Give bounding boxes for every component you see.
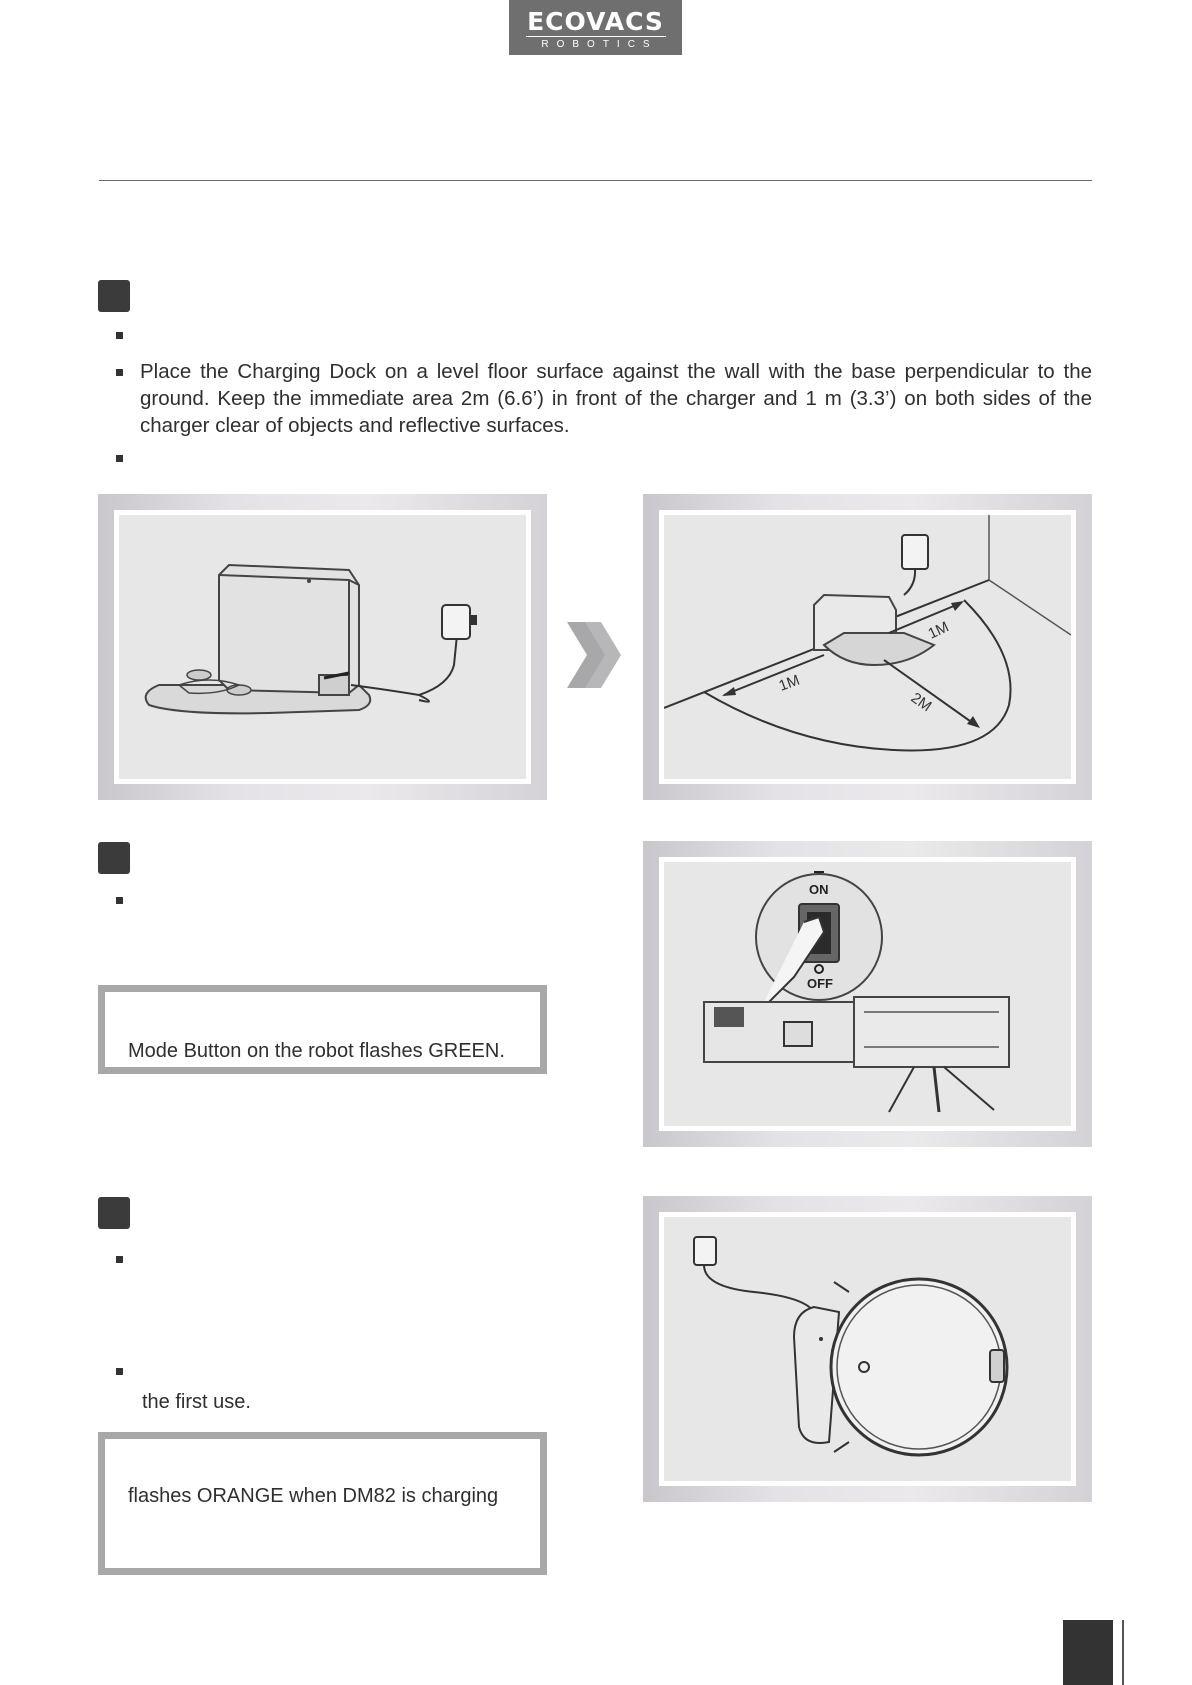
logo-brand: ECOVACS bbox=[527, 7, 664, 36]
ecovacs-logo bbox=[509, 0, 682, 55]
figure-power-switch-inner bbox=[659, 857, 1076, 1131]
figure-robot-docked bbox=[643, 1196, 1092, 1502]
bullet bbox=[116, 332, 123, 339]
charging-continuation: the first use. bbox=[142, 1391, 251, 1413]
switch-off-label: OFF bbox=[807, 976, 833, 991]
bullet bbox=[116, 897, 123, 904]
bullet bbox=[116, 455, 123, 462]
figure-dock-clearance bbox=[643, 494, 1092, 800]
figure-dock-clearance-inner bbox=[659, 510, 1076, 784]
page-number-block bbox=[1063, 1620, 1113, 1685]
bullet bbox=[116, 1368, 123, 1375]
note-power-text: Mode Button on the robot flashes GREEN. bbox=[128, 1040, 505, 1062]
figure-dock-assembly bbox=[98, 494, 547, 800]
switch-on-label: ON bbox=[809, 882, 829, 897]
note-box-charging bbox=[98, 1432, 547, 1575]
step-marker-3 bbox=[98, 1197, 130, 1229]
label-1m-left: 1M bbox=[776, 671, 802, 695]
bullet bbox=[116, 1256, 123, 1263]
logo-sub: ROBOTICS bbox=[541, 39, 658, 50]
logo-divider bbox=[526, 36, 666, 37]
figure-robot-docked-inner bbox=[659, 1212, 1076, 1486]
header-rule bbox=[99, 180, 1092, 181]
power-switch-illustration bbox=[664, 862, 1071, 1126]
figure-dock-assembly-inner bbox=[114, 510, 531, 784]
label-2m-front: 2M bbox=[907, 689, 935, 716]
figure-power-switch bbox=[643, 841, 1092, 1147]
robot-docked-illustration bbox=[664, 1217, 1071, 1481]
note-box-power bbox=[98, 985, 547, 1074]
clearance-diagram bbox=[664, 515, 1071, 779]
note-charging-text: flashes ORANGE when DM82 is charging bbox=[128, 1485, 499, 1507]
label-1m-right: 1M bbox=[925, 618, 952, 643]
dock-illustration bbox=[119, 515, 526, 779]
step-marker-2 bbox=[98, 842, 130, 874]
step-marker-1 bbox=[98, 280, 130, 312]
next-step-chevron-icon bbox=[565, 620, 625, 695]
page-number-bar bbox=[1122, 1620, 1124, 1685]
bullet bbox=[116, 369, 123, 376]
placement-paragraph: Place the Charging Dock on a level floor surface against the wall with the base perpendicular to the ground. Keep the immediate area 2m (6.6’) in front of the charger and 1 m (3.3’) on both sides of the charger clear of objects and reflective surfaces. bbox=[140, 360, 1092, 437]
